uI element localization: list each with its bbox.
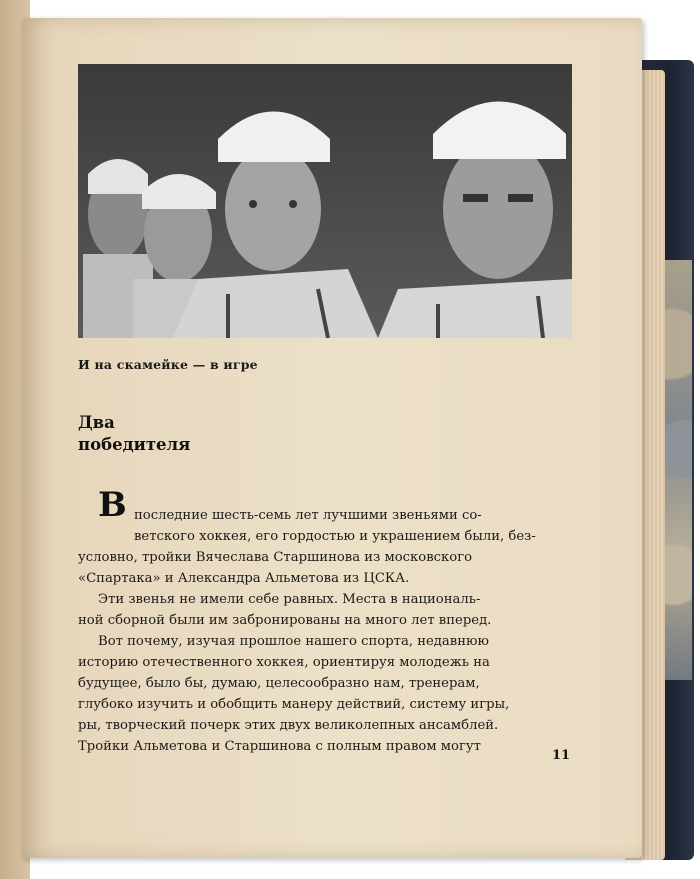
text-line: историю отечественного хоккея, ориентируя молодежь на	[78, 655, 490, 670]
text-line: «Спартака» и Александра Альметова из ЦСКА.	[78, 571, 410, 586]
text-line: глубоко изучить и обобщить манеру действий, систему игры,	[78, 697, 510, 712]
text-line: ветского хоккея, его гордостью и украшением были, без-	[134, 529, 536, 544]
text-line: будущее, было бы, думаю, целесообразно нам, тренерам,	[78, 676, 480, 691]
marbled-cover-edge	[662, 260, 692, 680]
heading-line-1: Два	[78, 413, 115, 432]
drop-cap: В	[98, 485, 127, 525]
text-line: ной сборной были им забронированы на много лет вперед.	[78, 613, 492, 628]
text-line: ры, творческий почерк этих двух великолепных ансамблей.	[78, 718, 499, 733]
text-line: последние шесть-семь лет лучшими звеньями со-	[134, 508, 482, 523]
section-heading	[78, 412, 190, 456]
page-number: 11	[552, 748, 571, 763]
photo-illustration	[78, 64, 572, 338]
hockey-players-photo	[78, 64, 572, 338]
text-line: Вот почему, изучая прошлое нашего спорта, недавнюю	[98, 634, 489, 649]
text-line: условно, тройки Вячеслава Старшинова из московского	[78, 550, 473, 565]
photo-caption: И на скамейке — в игре	[78, 357, 258, 372]
text-line: Тройки Альметова и Старшинова с полным правом могут	[78, 739, 481, 754]
text-line: Эти звенья не имели себе равных. Места в националь-	[98, 592, 481, 607]
heading-line-2: победителя	[78, 435, 191, 454]
